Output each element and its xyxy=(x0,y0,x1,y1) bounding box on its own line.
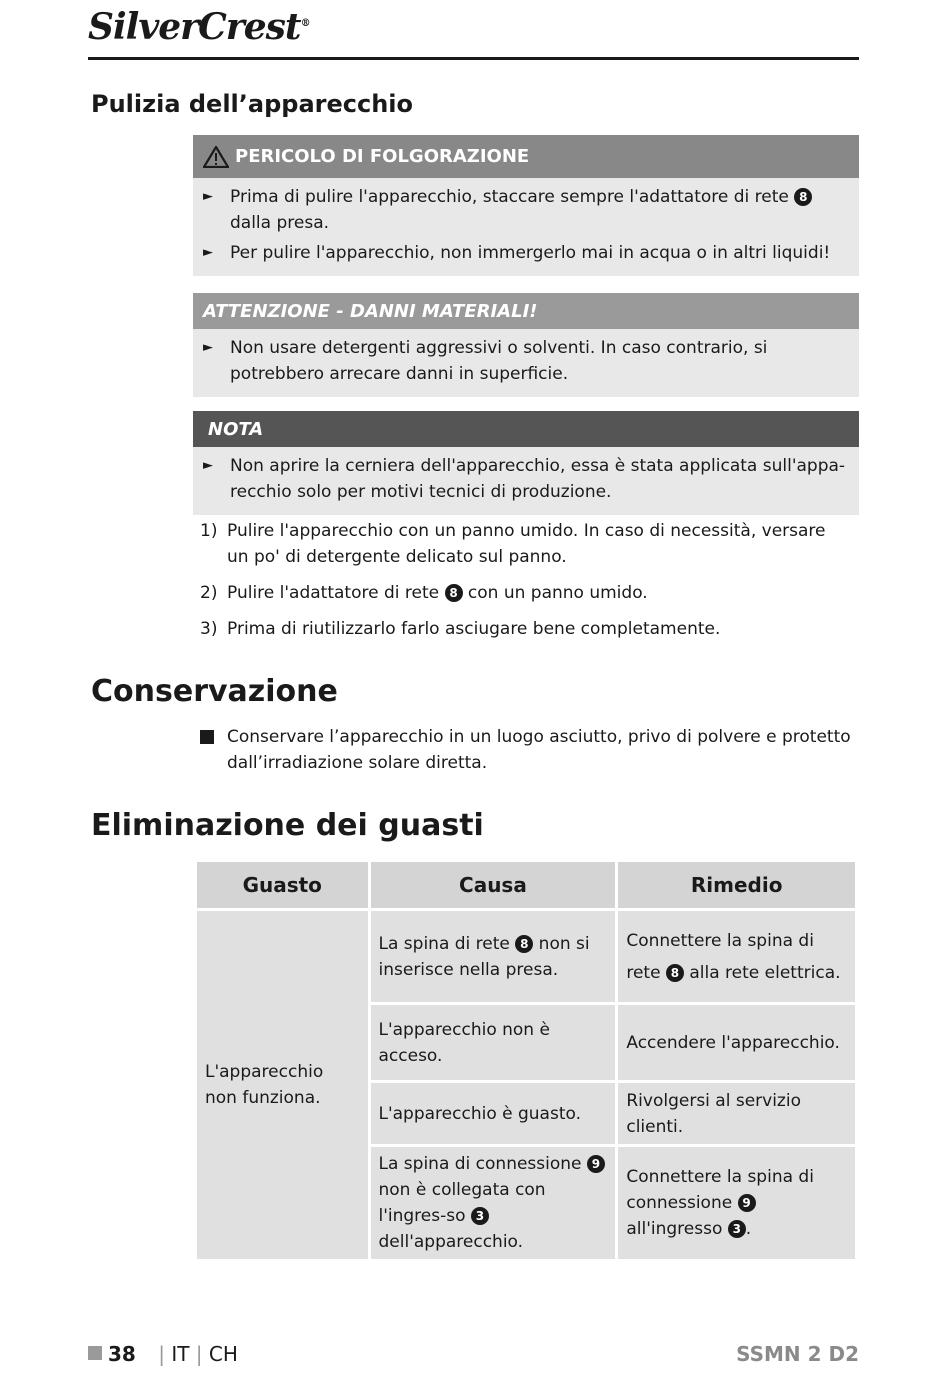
cause-cell: La spina di rete 8 non si inserisce nella presa. xyxy=(369,910,617,1004)
column-header: Rimedio xyxy=(617,861,857,910)
table-row xyxy=(196,910,857,1004)
reference-number-badge: 3 xyxy=(728,1220,746,1238)
arrow-bullet-icon: ► xyxy=(203,458,213,473)
square-bullet-icon xyxy=(200,730,214,744)
section-title-cleaning: Pulizia dell’apparecchio xyxy=(91,90,414,118)
page-marker-icon xyxy=(88,1346,102,1360)
brand-logo: SilverCrest® xyxy=(88,6,310,48)
page-number: 38 xyxy=(108,1342,136,1366)
column-header: Guasto xyxy=(196,861,370,910)
troubleshooting-table xyxy=(194,859,858,1262)
fault-cell: L'apparecchio non funziona. xyxy=(196,910,370,1261)
reference-number-badge: 9 xyxy=(587,1155,605,1173)
arrow-bullet-icon: ► xyxy=(203,245,213,260)
note-box xyxy=(193,411,859,515)
remedy-cell: Rivolgersi al servizio clienti. xyxy=(617,1082,857,1146)
model-number: SSMN 2 D2 xyxy=(736,1342,859,1366)
list-item: ► Per pulire l'apparecchio, non immergerlo mai in acqua o in altri liquidi! xyxy=(203,240,849,266)
list-item: ► Non usare detergenti aggressivi o solventi. In caso contrario, si potrebbero arrecare danni in superficie. xyxy=(203,335,849,387)
warning-triangle-icon xyxy=(203,146,229,168)
country-code: CH xyxy=(208,1342,238,1366)
step-item: 1) Pulire l'apparecchio con un panno umido. In caso di necessità, versare un po' di detergente delicato sul panno. xyxy=(200,521,826,567)
storage-bullet: Conservare l’apparecchio in un luogo asciutto, privo di polvere e protetto dall’irradiazione solare diretta. xyxy=(200,724,877,776)
danger-list xyxy=(193,178,859,276)
step-item: 2) Pulire l'adattatore di rete 8 con un panno umido. xyxy=(200,583,648,603)
reference-number-badge: 8 xyxy=(445,584,463,602)
column-header: Causa xyxy=(369,861,617,910)
cause-cell: La spina di connessione 9 non è collegata con l'ingres-so 3 dell'apparecchio. xyxy=(369,1146,617,1261)
remedy-cell: Accendere l'apparecchio. xyxy=(617,1004,857,1082)
section-title-troubleshooting: Eliminazione dei guasti xyxy=(91,808,484,843)
cause-cell: L'apparecchio non è acceso. xyxy=(369,1004,617,1082)
reference-number-badge: 8 xyxy=(666,964,684,982)
reference-number-badge: 8 xyxy=(515,935,533,953)
list-item: ► Non aprire la cerniera dell'apparecchio, essa è stata applicata sull'appa-recchio solo per motivi tecnici di produzione. xyxy=(203,453,849,505)
danger-header xyxy=(193,135,859,178)
caution-label: ATTENZIONE - DANNI MATERIALI! xyxy=(203,300,538,322)
cleaning-steps xyxy=(200,518,850,652)
caution-box xyxy=(193,293,859,397)
arrow-bullet-icon: ► xyxy=(203,340,213,355)
danger-label: PERICOLO DI FOLGORAZIONE xyxy=(235,146,530,167)
note-list xyxy=(193,447,859,515)
list-item: ► Prima di pulire l'apparecchio, staccare sempre l'adattatore di rete 8 dalla presa. xyxy=(203,184,849,236)
reference-number-badge: 9 xyxy=(738,1194,756,1212)
table-header-row xyxy=(196,861,857,910)
caution-header xyxy=(193,293,859,329)
reference-number-badge: 8 xyxy=(794,188,812,206)
page-footer: 38 | IT | CH SSMN 2 D2 xyxy=(88,1342,859,1370)
danger-warning-box xyxy=(193,135,859,276)
language-code: IT xyxy=(171,1342,190,1366)
note-header xyxy=(193,411,859,447)
caution-list xyxy=(193,329,859,397)
section-title-storage: Conservazione xyxy=(91,674,338,709)
note-label: NOTA xyxy=(208,418,264,440)
cause-cell: L'apparecchio è guasto. xyxy=(369,1082,617,1146)
remedy-cell: Connettere la spina di connessione 9 all'ingresso 3 . xyxy=(617,1146,857,1261)
remedy-cell: Connettere la spina di rete 8 alla rete elettrica. xyxy=(617,910,857,1004)
arrow-bullet-icon: ► xyxy=(203,189,213,204)
reference-number-badge: 3 xyxy=(471,1207,489,1225)
header-rule xyxy=(88,57,859,60)
step-item: 3) Prima di riutilizzarlo farlo asciugare bene completamente. xyxy=(200,619,721,639)
